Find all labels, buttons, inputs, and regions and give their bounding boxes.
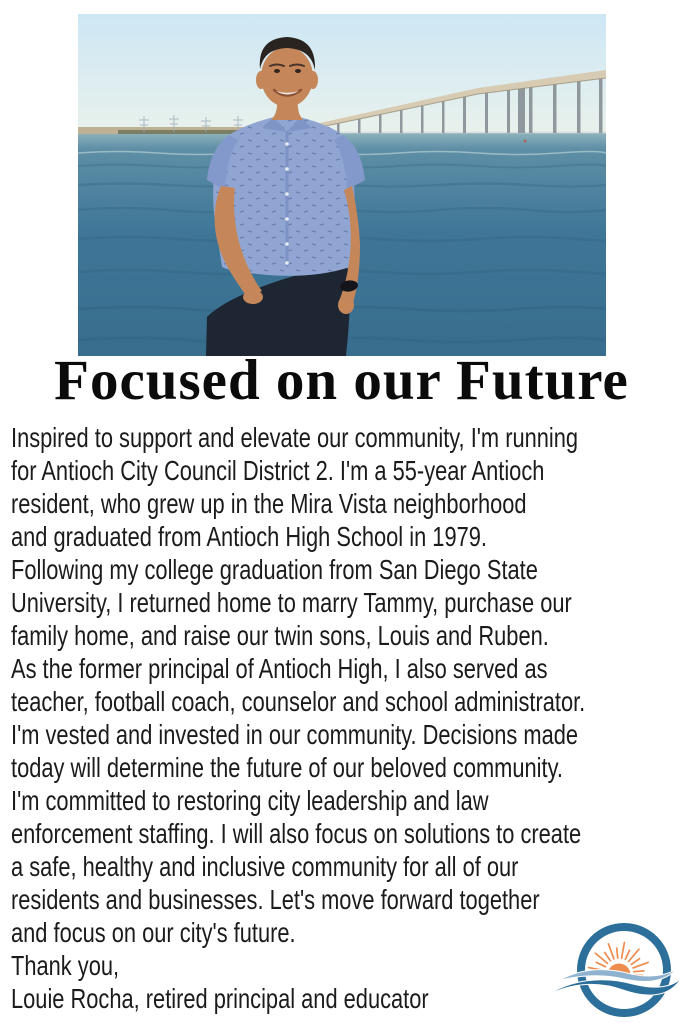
page-title: Focused on our Future	[54, 349, 629, 412]
body-line: I'm committed to restoring city leadership and law	[11, 785, 489, 816]
body-line: enforcement staffing. I will also focus on solutions to create	[11, 818, 582, 849]
body-line: family home, and raise our twin sons, Louis and Ruben.	[11, 620, 549, 651]
body-line: for Antioch City Council District 2. I'm a 55-year Antioch	[11, 455, 545, 486]
body-line: Inspired to support and elevate our community, I'm running	[11, 422, 579, 453]
body-line: and graduated from Antioch High School in 1979.	[11, 521, 487, 552]
body-line: today will determine the future of our beloved community.	[11, 752, 563, 783]
body-line: University, I returned home to marry Tammy, purchase our	[11, 587, 572, 618]
body-line: and focus on our city's future.	[11, 917, 296, 948]
body-line: As the former principal of Antioch High, I also served as	[11, 653, 548, 684]
buoy	[524, 140, 527, 143]
body-line: Thank you,	[11, 950, 120, 981]
logo-wave-light	[558, 969, 677, 982]
body-line: a safe, healthy and inclusive community for all of our	[11, 851, 519, 882]
body-line: Following my college graduation from San Diego State	[11, 554, 538, 585]
candidate-photo	[78, 14, 606, 356]
body-line: teacher, football coach, counselor and school administrator.	[11, 686, 586, 717]
logo-wave-dark	[546, 977, 682, 996]
body-line: residents and businesses. Let's move forward together	[11, 884, 540, 915]
body-line: I'm vested and invested in our community. Decisions made	[11, 719, 579, 750]
body-line: resident, who grew up in the Mira Vista neighborhood	[11, 488, 527, 519]
sky	[78, 14, 606, 134]
body-line: Louie Rocha, retired principal and educator	[11, 983, 429, 1014]
sun-waves-logo-icon	[545, 918, 683, 1023]
